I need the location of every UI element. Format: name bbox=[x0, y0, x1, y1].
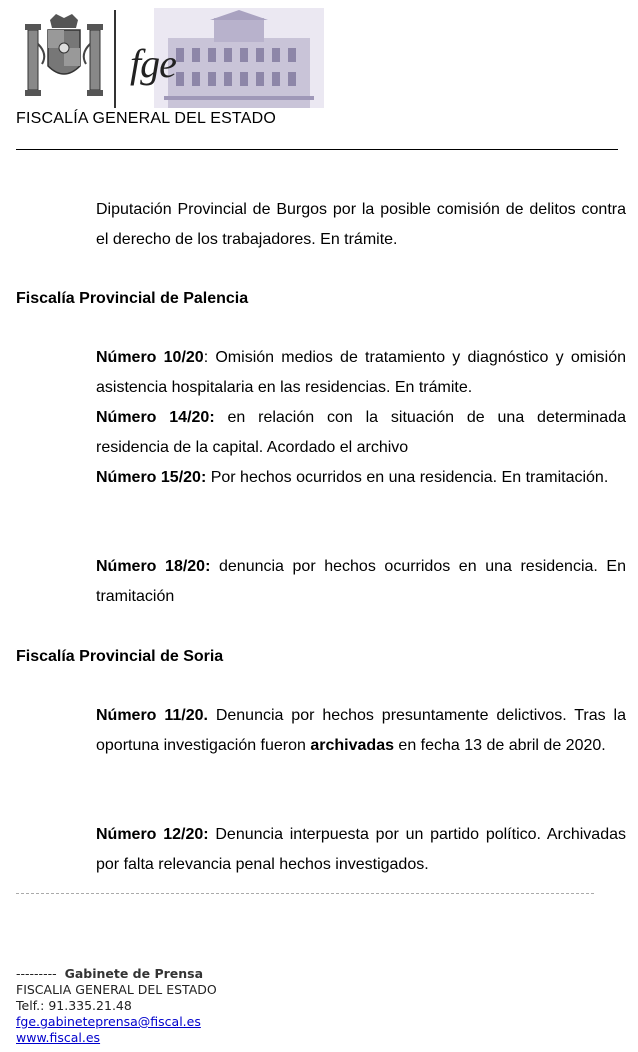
case-number: Número 18/20: bbox=[96, 558, 211, 575]
press-office-line bbox=[16, 966, 217, 982]
header-divider bbox=[114, 10, 116, 108]
case-text: Denuncia interpuesta por un partido político. Archivadas por falta relevancia penal hechos investigados. bbox=[96, 826, 626, 873]
coat-of-arms-icon bbox=[22, 14, 106, 102]
case-item bbox=[96, 701, 626, 761]
case-item bbox=[96, 403, 626, 463]
case-separator: : bbox=[203, 349, 209, 366]
building-image bbox=[154, 8, 324, 108]
case-text: en fecha 13 de abril de 2020. bbox=[393, 737, 606, 754]
case-number: Número 10/20 bbox=[96, 349, 204, 366]
footer-org: FISCALIA GENERAL DEL ESTADO bbox=[16, 982, 217, 997]
press-footer bbox=[16, 966, 217, 1046]
case-number: Número 14/20: bbox=[96, 409, 215, 426]
section-heading-soria: Fiscalía Provincial de Soria bbox=[16, 648, 224, 665]
fge-logo-text: fge bbox=[130, 41, 176, 86]
case-item bbox=[96, 820, 626, 880]
organization-title: FISCALÍA GENERAL DEL ESTADO bbox=[16, 110, 276, 127]
footer-email-link[interactable]: fge.gabineteprensa@fiscal.es bbox=[16, 1014, 201, 1029]
case-number: Número 15/20: bbox=[96, 469, 207, 486]
case-text: denuncia por hechos ocurridos en una residencia. En tramitación bbox=[96, 558, 626, 605]
case-item bbox=[96, 343, 626, 403]
footer-phone: Telf.: 91.335.21.48 bbox=[16, 998, 132, 1013]
case-text: Omisión medios de tratamiento y diagnóstico y omisión asistencia hospitalaria en las residencias. En trámite. bbox=[96, 349, 627, 396]
dashed-separator bbox=[16, 893, 594, 894]
section-heading-palencia: Fiscalía Provincial de Palencia bbox=[16, 290, 249, 307]
case-text: Denuncia por hechos presuntamente delictivos. Tras la oportuna investigación fueron bbox=[96, 707, 626, 754]
press-label: Gabinete de Prensa bbox=[64, 966, 204, 981]
footer-website-link[interactable]: www.fiscal.es bbox=[16, 1030, 101, 1045]
case-number: Número 12/20: bbox=[96, 826, 209, 843]
case-number: Número 11/20. bbox=[96, 707, 208, 724]
case-emphasis: archivadas bbox=[310, 737, 394, 754]
press-prefix: --------- bbox=[16, 966, 57, 981]
intro-paragraph: Diputación Provincial de Burgos por la posible comisión de delitos contra el derecho de los trabajadores. En trámite. bbox=[96, 201, 626, 248]
case-text: en relación con la situación de una determinada residencia de la capital. Acordado el archivo bbox=[96, 409, 626, 456]
case-text: Por hechos ocurridos en una residencia. En tramitación. bbox=[206, 469, 609, 486]
header-rule bbox=[16, 149, 618, 150]
case-item bbox=[96, 463, 626, 493]
case-item bbox=[96, 552, 626, 612]
